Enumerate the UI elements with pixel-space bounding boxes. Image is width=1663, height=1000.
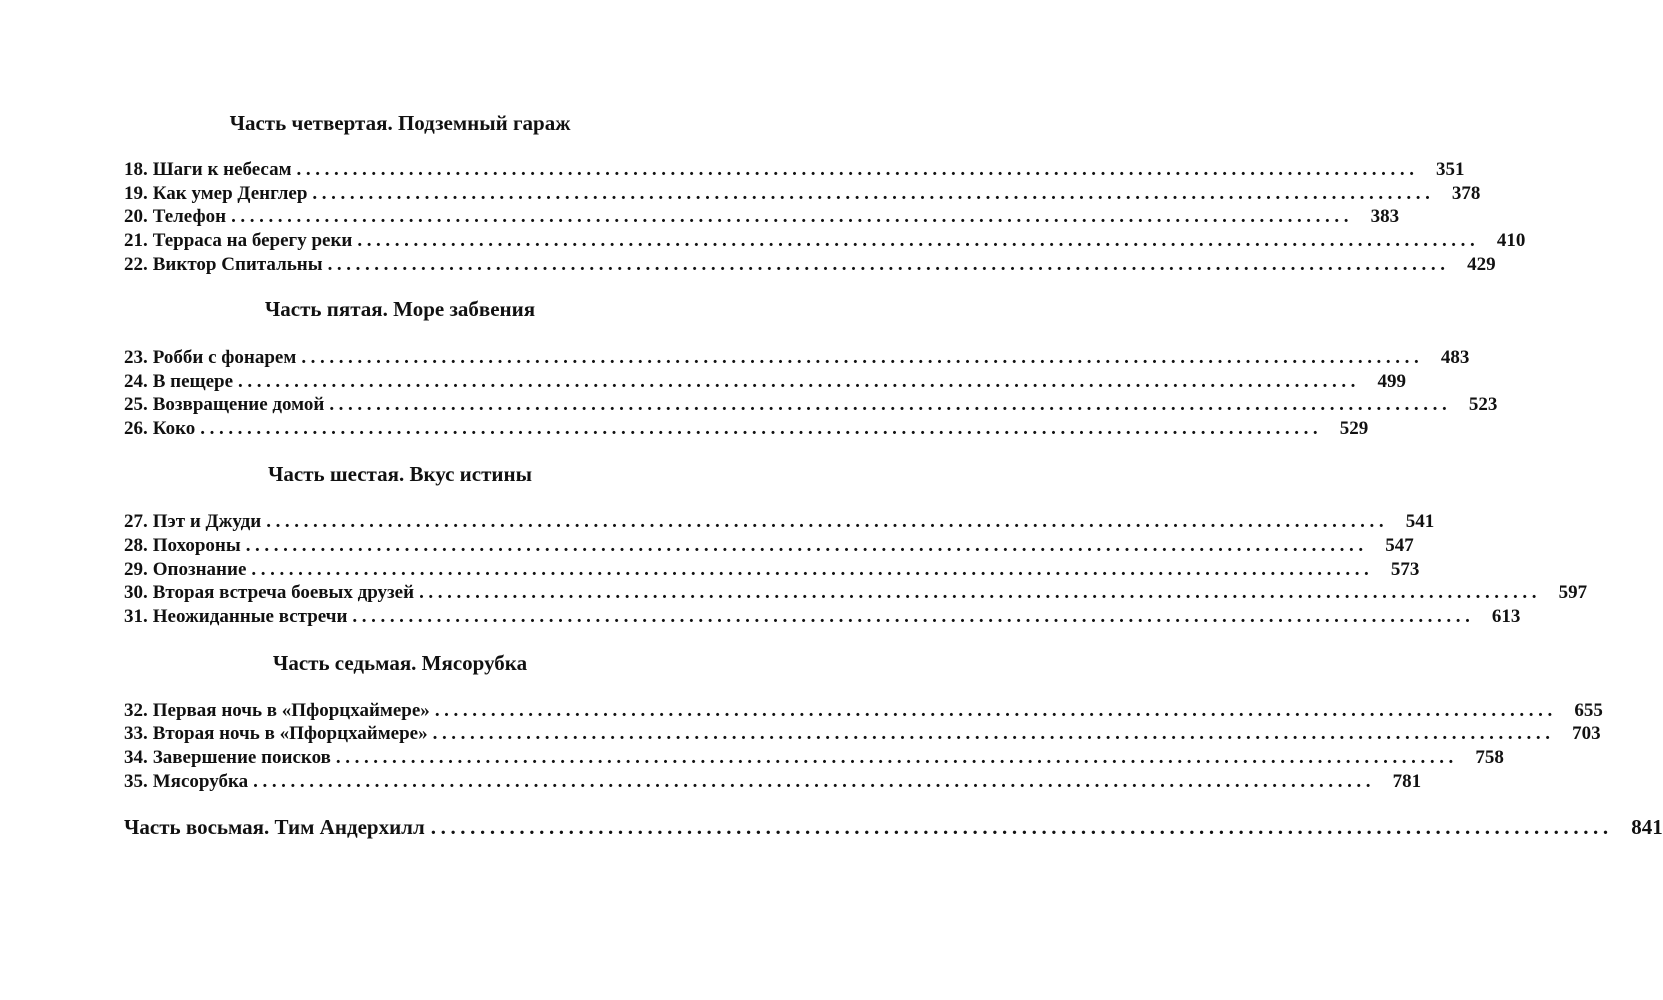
toc-entry <box>124 510 1435 534</box>
chapter-number: 30. <box>124 582 148 603</box>
chapter-number: 32. <box>124 700 148 721</box>
chapter-title: Вторая встреча боевых друзей <box>152 582 415 603</box>
chapter-number: 31. <box>124 606 148 627</box>
toc-entry <box>124 605 1521 629</box>
part-title: Часть восьмая. Тим Андерхилл <box>124 815 425 839</box>
dot-leader: ........................................................................................................................ <box>231 206 1354 227</box>
chapter-title: Мясорубка <box>152 771 249 792</box>
toc-entry <box>124 746 1504 770</box>
page-number: 378 <box>1451 183 1481 204</box>
toc-entry <box>124 534 1414 558</box>
chapter-number: 22. <box>124 254 148 275</box>
chapter-title: Пэт и Джуди <box>152 511 262 532</box>
dot-leader: ........................................................................................................................ <box>432 723 1555 744</box>
chapter-number: 35. <box>124 771 148 792</box>
chapter-number: 20. <box>124 206 148 227</box>
dot-leader: ........................................................................................................................ <box>352 606 1475 627</box>
chapter-number: 24. <box>124 371 148 392</box>
page-number: 573 <box>1390 559 1420 580</box>
toc-entry <box>124 417 1369 441</box>
toc-entry <box>124 346 1470 370</box>
dot-leader: ........................................................................................................................ <box>253 771 1376 792</box>
chapter-number: 23. <box>124 347 148 368</box>
page-number: 499 <box>1377 371 1407 392</box>
chapter-number: 28. <box>124 535 148 556</box>
dot-leader: ........................................................................................................................ <box>238 371 1361 392</box>
dot-leader: ........................................................................................................................ <box>419 582 1542 603</box>
chapter-number: 34. <box>124 747 148 768</box>
chapter-title: Виктор Спитальны <box>152 254 323 275</box>
page-number: 410 <box>1496 230 1526 251</box>
page-number: 429 <box>1467 254 1496 275</box>
dot-leader: ........................................................................................................................ <box>301 347 1424 368</box>
dot-leader: ........................................................................................................................ <box>251 559 1374 580</box>
toc-entry <box>124 722 1601 746</box>
chapter-title: Терраса на берегу реки <box>152 230 353 251</box>
chapter-number: 29. <box>124 559 148 580</box>
toc-entry <box>124 770 1422 794</box>
page-number: 655 <box>1574 700 1603 721</box>
chapter-title: Шаги к небесам <box>152 159 292 180</box>
chapter-number: 26. <box>124 418 148 439</box>
page-number: 841 <box>1631 815 1663 839</box>
page-number: 483 <box>1440 347 1470 368</box>
page-number: 597 <box>1558 582 1588 603</box>
chapter-title: Коко <box>152 418 196 439</box>
page-number: 703 <box>1572 723 1601 744</box>
dot-leader: ........................................................................................................................ <box>434 700 1557 721</box>
page-number: 758 <box>1475 747 1504 768</box>
page-number: 351 <box>1436 159 1465 180</box>
chapter-title: Возвращение домой <box>152 394 325 415</box>
chapter-title: Вторая ночь в «Пфорцхаймере» <box>152 723 428 744</box>
toc-entry <box>124 581 1588 605</box>
dot-leader: ........................................................................................................................ <box>329 394 1452 415</box>
chapter-title: Неожиданные встречи <box>152 606 348 627</box>
chapter-title: Телефон <box>152 206 227 227</box>
toc-entry <box>124 393 1498 417</box>
page-number: 383 <box>1370 206 1400 227</box>
chapter-number: 27. <box>124 511 148 532</box>
chapter-title: Как умер Денглер <box>152 183 308 204</box>
toc-entry <box>124 558 1420 582</box>
chapter-number: 18. <box>124 159 148 180</box>
toc-entry <box>124 370 1407 394</box>
page-number: 541 <box>1405 511 1435 532</box>
chapter-number: 33. <box>124 723 148 744</box>
dot-leader: ........................................................................................................................ <box>312 183 1435 204</box>
toc-entry <box>124 253 1496 277</box>
toc-entry <box>124 182 1481 206</box>
page-number: 613 <box>1491 606 1521 627</box>
page-number: 529 <box>1339 418 1369 439</box>
toc-entry <box>124 205 1400 229</box>
toc-entry <box>124 699 1603 723</box>
page-number: 781 <box>1392 771 1422 792</box>
toc-part-entry <box>124 813 1663 841</box>
dot-leader: ........................................................................................................................ <box>357 230 1480 251</box>
toc-entry <box>124 229 1526 253</box>
dot-leader: ........................................................................................................................ <box>200 418 1323 439</box>
dot-leader: ........................................................................................................................ <box>430 815 1613 839</box>
chapter-number: 19. <box>124 183 148 204</box>
page-number: 523 <box>1468 394 1498 415</box>
chapter-title: Робби с фонарем <box>152 347 297 368</box>
page-number: 547 <box>1385 535 1414 556</box>
chapter-title: Похороны <box>152 535 241 556</box>
dot-leader: ........................................................................................................................ <box>327 254 1450 275</box>
chapter-number: 25. <box>124 394 148 415</box>
toc-entry <box>124 158 1465 182</box>
part-heading: Часть четвертая. Подземный гараж <box>229 111 571 135</box>
chapter-title: В пещере <box>152 371 234 392</box>
part-heading: Часть седьмая. Мясорубка <box>272 651 528 675</box>
chapter-number: 21. <box>124 230 148 251</box>
dot-leader: ........................................................................................................................ <box>335 747 1458 768</box>
part-heading: Часть пятая. Море забвения <box>264 297 536 321</box>
dot-leader: ........................................................................................................................ <box>266 511 1389 532</box>
dot-leader: ........................................................................................................................ <box>296 159 1419 180</box>
chapter-title: Опознание <box>152 559 247 580</box>
chapter-title: Первая ночь в «Пфорцхаймере» <box>152 700 430 721</box>
part-heading: Часть шестая. Вкус истины <box>267 462 533 486</box>
chapter-title: Завершение поисков <box>152 747 331 768</box>
dot-leader: ........................................................................................................................ <box>245 535 1368 556</box>
